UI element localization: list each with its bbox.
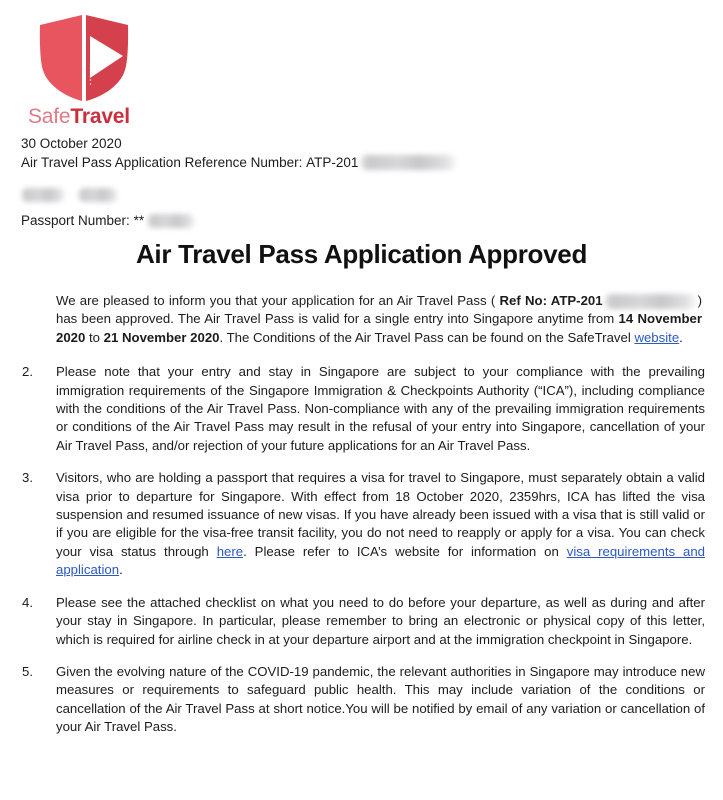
paragraph-number: 5. [22, 663, 33, 679]
body-text: . Please refer to ICA’s website for information on [243, 543, 567, 559]
meta-spacer-2 [21, 202, 456, 211]
hyperlink-visa-requirements-and-application[interactable]: visa requirements and application [56, 543, 706, 578]
body-text: Please see the attached checklist on what you need to do before your departure, as well as during and after your stay in Singapore. In particular, please remember to bring an electronic or physical copy of this letter, which is required for airline check in at your departure airport and at the immigration checkpoint in Singapore. [56, 594, 705, 647]
body-text: Given the evolving nature of the COVID-19 pandemic, the relevant authorities in Singapore may introduce new measures or requirements to safeguard public health. This may include variation of the conditions or cancellation of the Air Travel Pass at short notice.You will be notified by email of any variation or cancellation of your Air Travel Pass. [56, 663, 705, 735]
body-text: We are pleased to inform you that your application for an Air Travel Pass ( [56, 293, 500, 308]
shield-icon [30, 12, 138, 104]
paragraph-number: 2. [22, 364, 33, 380]
redaction-recipient-firstname [21, 188, 65, 202]
recipient-name-line [21, 188, 456, 202]
body-text: ) has been approved. The Air Travel Pass is valid for a single entry into Singapore anytime from [56, 293, 702, 327]
body-text: Visitors, who are holding a passport that requires a visa for travel to Singapore, must separately obtain a valid visa prior to departure for Singapore. With effect from 18 October 2020, 2359hrs, ICA has lifted the visa suspension and resumed issuance of new visas. If you have already been issued with a visa that is still valid or if you are eligible for the visa-free transit facility, you do not need to reapply or apply for a visa. You can check your visa status through [56, 470, 705, 559]
bold-text: Ref No: ATP-201 [499, 293, 603, 308]
redaction-reference-number [360, 155, 456, 170]
paragraph-4 [0, 594, 723, 649]
hyperlink-here[interactable]: here [216, 543, 244, 559]
safetravel-logo [22, 12, 172, 127]
body-text: Please note that your entry and stay in Singapore are subject to your compliance with the prevailing immigration requirements of the Singapore Immigration & Checkpoints Authority (“ICA”), including compliance with the conditions of the Air Travel Pass. Non-compliance with any of the prevailing immigration requirements or conditions of the Air Travel Pass may result in the refusal of your entry into Singapore, cancellation of your Air Travel Pass, and/or rejection of your future applications for an Air Travel Pass. [56, 364, 705, 453]
bold-text: 21 November 2020 [103, 329, 220, 345]
logo-wordmark-travel: Travel [70, 105, 130, 128]
paragraph-text [56, 469, 723, 579]
paragraph-2 [0, 363, 723, 455]
body-text: . The Conditions of the Air Travel Pass can be found on the SafeTravel [219, 329, 635, 345]
paragraph-lead [0, 292, 723, 347]
paragraph-text [56, 363, 723, 455]
letter-date: 30 October 2020 [21, 136, 122, 151]
passport-number-mask: ** [133, 213, 145, 228]
shield-icon-svg [30, 12, 138, 104]
application-reference-value: ATP-201 [306, 155, 359, 170]
bold-text: 14 November 2020 [56, 311, 702, 345]
redaction-passport-number [147, 214, 195, 228]
application-reference-line [21, 153, 456, 172]
passport-number-label: Passport Number: [21, 213, 130, 228]
paragraph-text [56, 292, 723, 347]
page-title: Air Travel Pass Application Approved [135, 239, 588, 269]
passport-number-line [21, 211, 456, 230]
paragraph-text [56, 663, 723, 737]
paragraph-number: 3. [22, 470, 33, 486]
paragraph-number: 4. [22, 594, 33, 610]
body-text: . [119, 562, 123, 578]
logo-wordmark [28, 106, 172, 127]
application-reference-label: Air Travel Pass Application Reference Number: [21, 155, 303, 170]
paragraph-text [56, 594, 723, 649]
body-text: . [679, 329, 683, 345]
hyperlink-website[interactable]: website [634, 329, 680, 345]
paragraph-5 [0, 663, 723, 737]
body-text: to [85, 329, 104, 345]
logo-wordmark-safe: Safe [28, 105, 71, 128]
redaction-inline-reference [604, 294, 696, 309]
redaction-recipient-lastname [78, 188, 118, 202]
letter-body [0, 292, 723, 751]
letter-header-meta [21, 134, 456, 230]
paragraph-3 [0, 469, 723, 579]
meta-spacer [21, 172, 456, 188]
